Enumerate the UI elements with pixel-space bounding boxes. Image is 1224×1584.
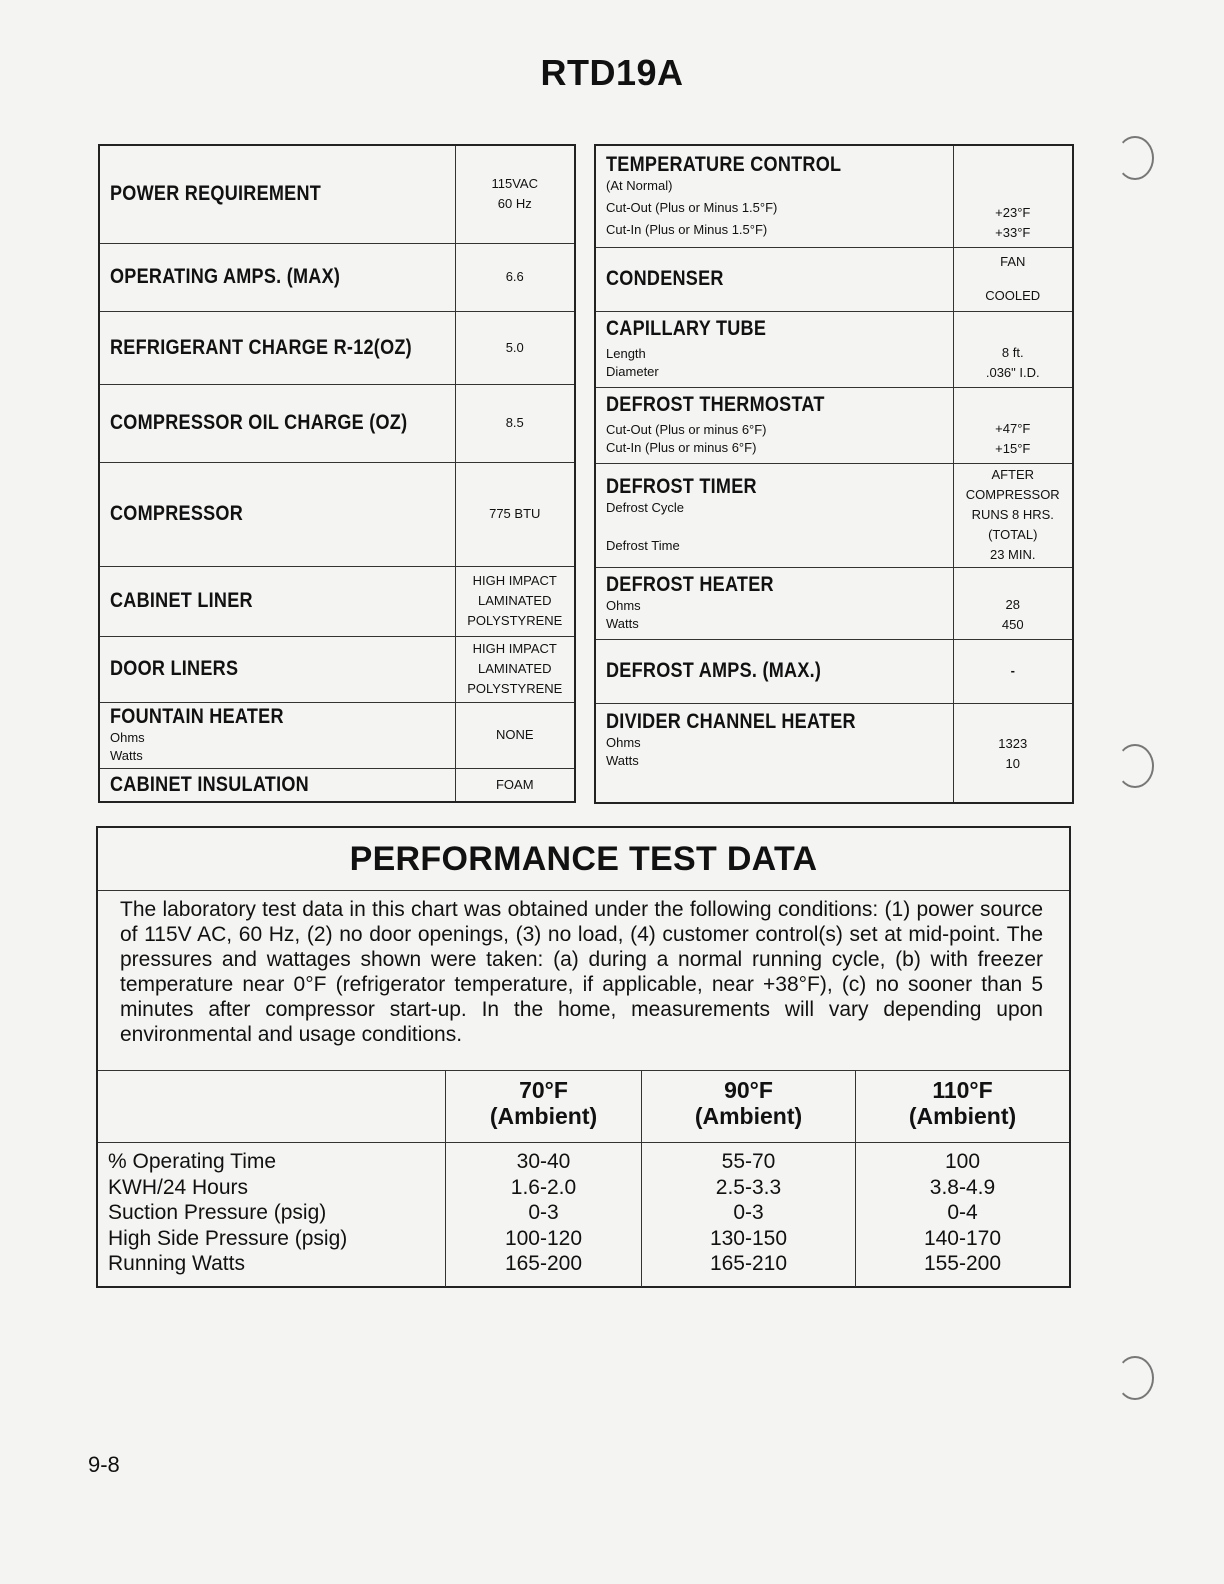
spec-sub: (At Normal) — [606, 178, 673, 194]
spec-sub: Ohms — [110, 730, 145, 745]
performance-title: PERFORMANCE TEST DATA — [98, 828, 1069, 891]
spec-row-defrost-thermostat — [595, 387, 1073, 463]
spec-label: CABINET INSULATION — [110, 772, 309, 796]
spec-row-divider-channel-heater — [595, 703, 1073, 803]
spec-row-cabinet-liner — [99, 566, 575, 636]
performance-cell: 0-4 — [947, 1201, 978, 1225]
left-spec-table — [98, 144, 576, 803]
spec-row-defrost-amps — [595, 639, 1073, 703]
performance-cell: 165-210 — [709, 1252, 788, 1276]
spec-label: POWER REQUIREMENT — [110, 182, 322, 206]
binder-hole-bottom — [1116, 1356, 1154, 1400]
spec-value: COMPRESSOR — [965, 487, 1060, 502]
spec-value: HIGH IMPACT — [472, 641, 557, 656]
spec-row-capillary-tube — [595, 311, 1073, 387]
performance-table — [98, 1071, 1069, 1287]
performance-column-70f — [446, 1071, 642, 1287]
spec-sub: Cut-In (Plus or minus 6°F) — [606, 440, 757, 455]
spec-label: OPERATING AMPS. (MAX) — [110, 265, 341, 288]
performance-cell: 3.8-4.9 — [929, 1175, 996, 1199]
binder-hole-middle — [1116, 744, 1154, 788]
performance-column-header — [856, 1071, 1069, 1143]
spec-value: FOAM — [495, 776, 534, 792]
page-number: 9-8 — [88, 1452, 120, 1477]
spec-row-fountain-heater — [99, 702, 575, 768]
spec-row-cabinet-insulation — [99, 768, 575, 802]
spec-label: COMPRESSOR — [110, 502, 244, 525]
performance-cell: 165-200 — [504, 1252, 583, 1276]
performance-cell: 140-170 — [923, 1226, 1002, 1250]
spec-label: DEFROST HEATER — [606, 573, 774, 596]
performance-description: The laboratory test data in this chart was obtained under the following conditions: (1) power source of 115V AC, 60 Hz, (2) no door openings, (3) no load, (4) customer control(s) set at mid-point. The pressures and wattages shown were taken: (a) during a normal running cycle, (b) with freezer temperature near 0°F (refrigerator temperature, if applicable, near +38°F), (c) no sooner than 5 minutes after compressor start-up. In the home, measurements will vary depending upon environmental and usage conditions. — [98, 891, 1069, 1071]
spec-value: +23°F — [995, 204, 1031, 220]
spec-value: 10 — [1005, 755, 1020, 771]
spec-label: DEFROST TIMER — [606, 475, 757, 498]
spec-row-power-requirement — [99, 145, 575, 243]
spec-row-condenser — [595, 247, 1073, 311]
column-sub: (Ambient) — [908, 1103, 1017, 1129]
performance-section — [96, 826, 1071, 1288]
performance-row-label: Suction Pressure (psig) — [108, 1201, 327, 1225]
spec-label: DOOR LINERS — [110, 657, 239, 680]
spec-label: REFRIGERANT CHARGE R-12(OZ) — [110, 335, 412, 359]
performance-column-header — [642, 1071, 855, 1143]
spec-value: 1323 — [998, 735, 1028, 751]
spec-value: 8 ft. — [1001, 344, 1024, 360]
spec-value: (TOTAL) — [988, 527, 1038, 542]
performance-column-header — [446, 1071, 641, 1143]
spec-value: +47°F — [995, 420, 1031, 436]
spec-value: .036" I.D. — [985, 364, 1040, 380]
spec-label: TEMPERATURE CONTROL — [606, 153, 842, 177]
spec-value: 60 Hz — [497, 196, 532, 212]
spec-row-refrigerant-charge — [99, 311, 575, 384]
right-spec-table — [594, 144, 1074, 804]
performance-cell: 0-3 — [733, 1201, 764, 1225]
performance-cell: 100-120 — [504, 1226, 583, 1250]
performance-column-110f — [856, 1071, 1069, 1287]
spec-value: LAMINATED — [478, 661, 552, 676]
column-sub: (Ambient) — [694, 1103, 803, 1129]
performance-cell: 1.6-2.0 — [510, 1175, 577, 1199]
performance-cell: 155-200 — [923, 1252, 1002, 1276]
performance-row-label: High Side Pressure (psig) — [108, 1226, 348, 1250]
spec-row-defrost-timer — [595, 463, 1073, 567]
spec-label: DEFROST THERMOSTAT — [606, 393, 825, 416]
spec-value: NONE — [495, 727, 534, 742]
performance-cell: 130-150 — [709, 1226, 788, 1250]
spec-value: 115VAC — [491, 176, 538, 192]
spec-label: CONDENSER — [606, 267, 724, 290]
spec-label: DEFROST AMPS. (MAX.) — [606, 659, 822, 682]
spec-sub: Length — [606, 346, 646, 361]
performance-cell: 30-40 — [516, 1150, 571, 1173]
performance-row-label: Running Watts — [108, 1252, 245, 1276]
spec-value: 5.0 — [505, 339, 524, 355]
spec-row-defrost-heater — [595, 567, 1073, 639]
spec-value: 23 MIN. — [989, 547, 1036, 562]
performance-cell: 55-70 — [721, 1150, 776, 1173]
spec-value: FAN — [1000, 254, 1026, 269]
spec-value: POLYSTYRENE — [467, 681, 563, 696]
spec-sub: Diameter — [606, 364, 659, 379]
spec-row-compressor — [99, 462, 575, 566]
page-title: RTD19A — [540, 52, 684, 93]
spec-label: FOUNTAIN HEATER — [110, 705, 284, 728]
spec-sub: Ohms — [606, 734, 641, 750]
spec-value: 775 BTU — [489, 506, 541, 521]
spec-sub: Defrost Time — [606, 538, 680, 553]
spec-row-door-liners — [99, 636, 575, 702]
spec-value: 8.5 — [505, 415, 524, 430]
spec-value: 6.6 — [505, 269, 524, 284]
spec-label: CABINET LINER — [110, 589, 253, 612]
spec-sub: Watts — [110, 748, 143, 763]
spec-label: DIVIDER CHANNEL HEATER — [606, 709, 856, 733]
spec-sub: Defrost Cycle — [606, 500, 685, 515]
binder-hole-top — [1116, 136, 1154, 180]
column-temp: 90°F — [724, 1077, 773, 1103]
spec-sub: Ohms — [606, 598, 641, 613]
spec-label: COMPRESSOR OIL CHARGE (OZ) — [110, 411, 408, 434]
column-temp: 70°F — [519, 1077, 568, 1103]
performance-header-blank — [98, 1071, 445, 1143]
spec-sub: Cut-Out (Plus or Minus 1.5°F) — [606, 200, 778, 216]
performance-cell: 2.5-3.3 — [715, 1175, 782, 1199]
spec-value: RUNS 8 HRS. — [971, 507, 1054, 522]
spec-value: LAMINATED — [478, 593, 552, 608]
spec-row-operating-amps — [99, 243, 575, 311]
spec-row-compressor-oil-charge — [99, 384, 575, 462]
performance-label-column — [98, 1071, 446, 1287]
performance-cell: 100 — [944, 1150, 981, 1173]
spec-sub: Cut-In (Plus or Minus 1.5°F) — [606, 222, 768, 238]
performance-row-label: KWH/24 Hours — [108, 1175, 249, 1199]
spec-value: +15°F — [995, 440, 1031, 456]
performance-cell: 0-3 — [528, 1201, 559, 1225]
spec-sub: Watts — [606, 616, 639, 631]
spec-value: +33°F — [995, 224, 1031, 240]
column-sub: (Ambient) — [489, 1103, 598, 1129]
performance-row-label: % Operating Time — [108, 1150, 277, 1173]
spec-sub: Cut-Out (Plus or minus 6°F) — [606, 422, 767, 437]
spec-value: AFTER — [991, 467, 1035, 482]
spec-value: - — [1010, 663, 1015, 678]
spec-value: POLYSTYRENE — [467, 613, 563, 628]
spec-value: 450 — [1001, 616, 1024, 632]
spec-label: CAPILLARY TUBE — [606, 317, 767, 340]
column-temp: 110°F — [932, 1077, 993, 1103]
spec-value: 28 — [1005, 596, 1020, 612]
spec-row-temperature-control — [595, 145, 1073, 247]
spec-value: COOLED — [985, 288, 1041, 303]
performance-column-90f — [642, 1071, 856, 1287]
spec-value: HIGH IMPACT — [472, 573, 557, 588]
spec-sub: Watts — [606, 752, 639, 768]
